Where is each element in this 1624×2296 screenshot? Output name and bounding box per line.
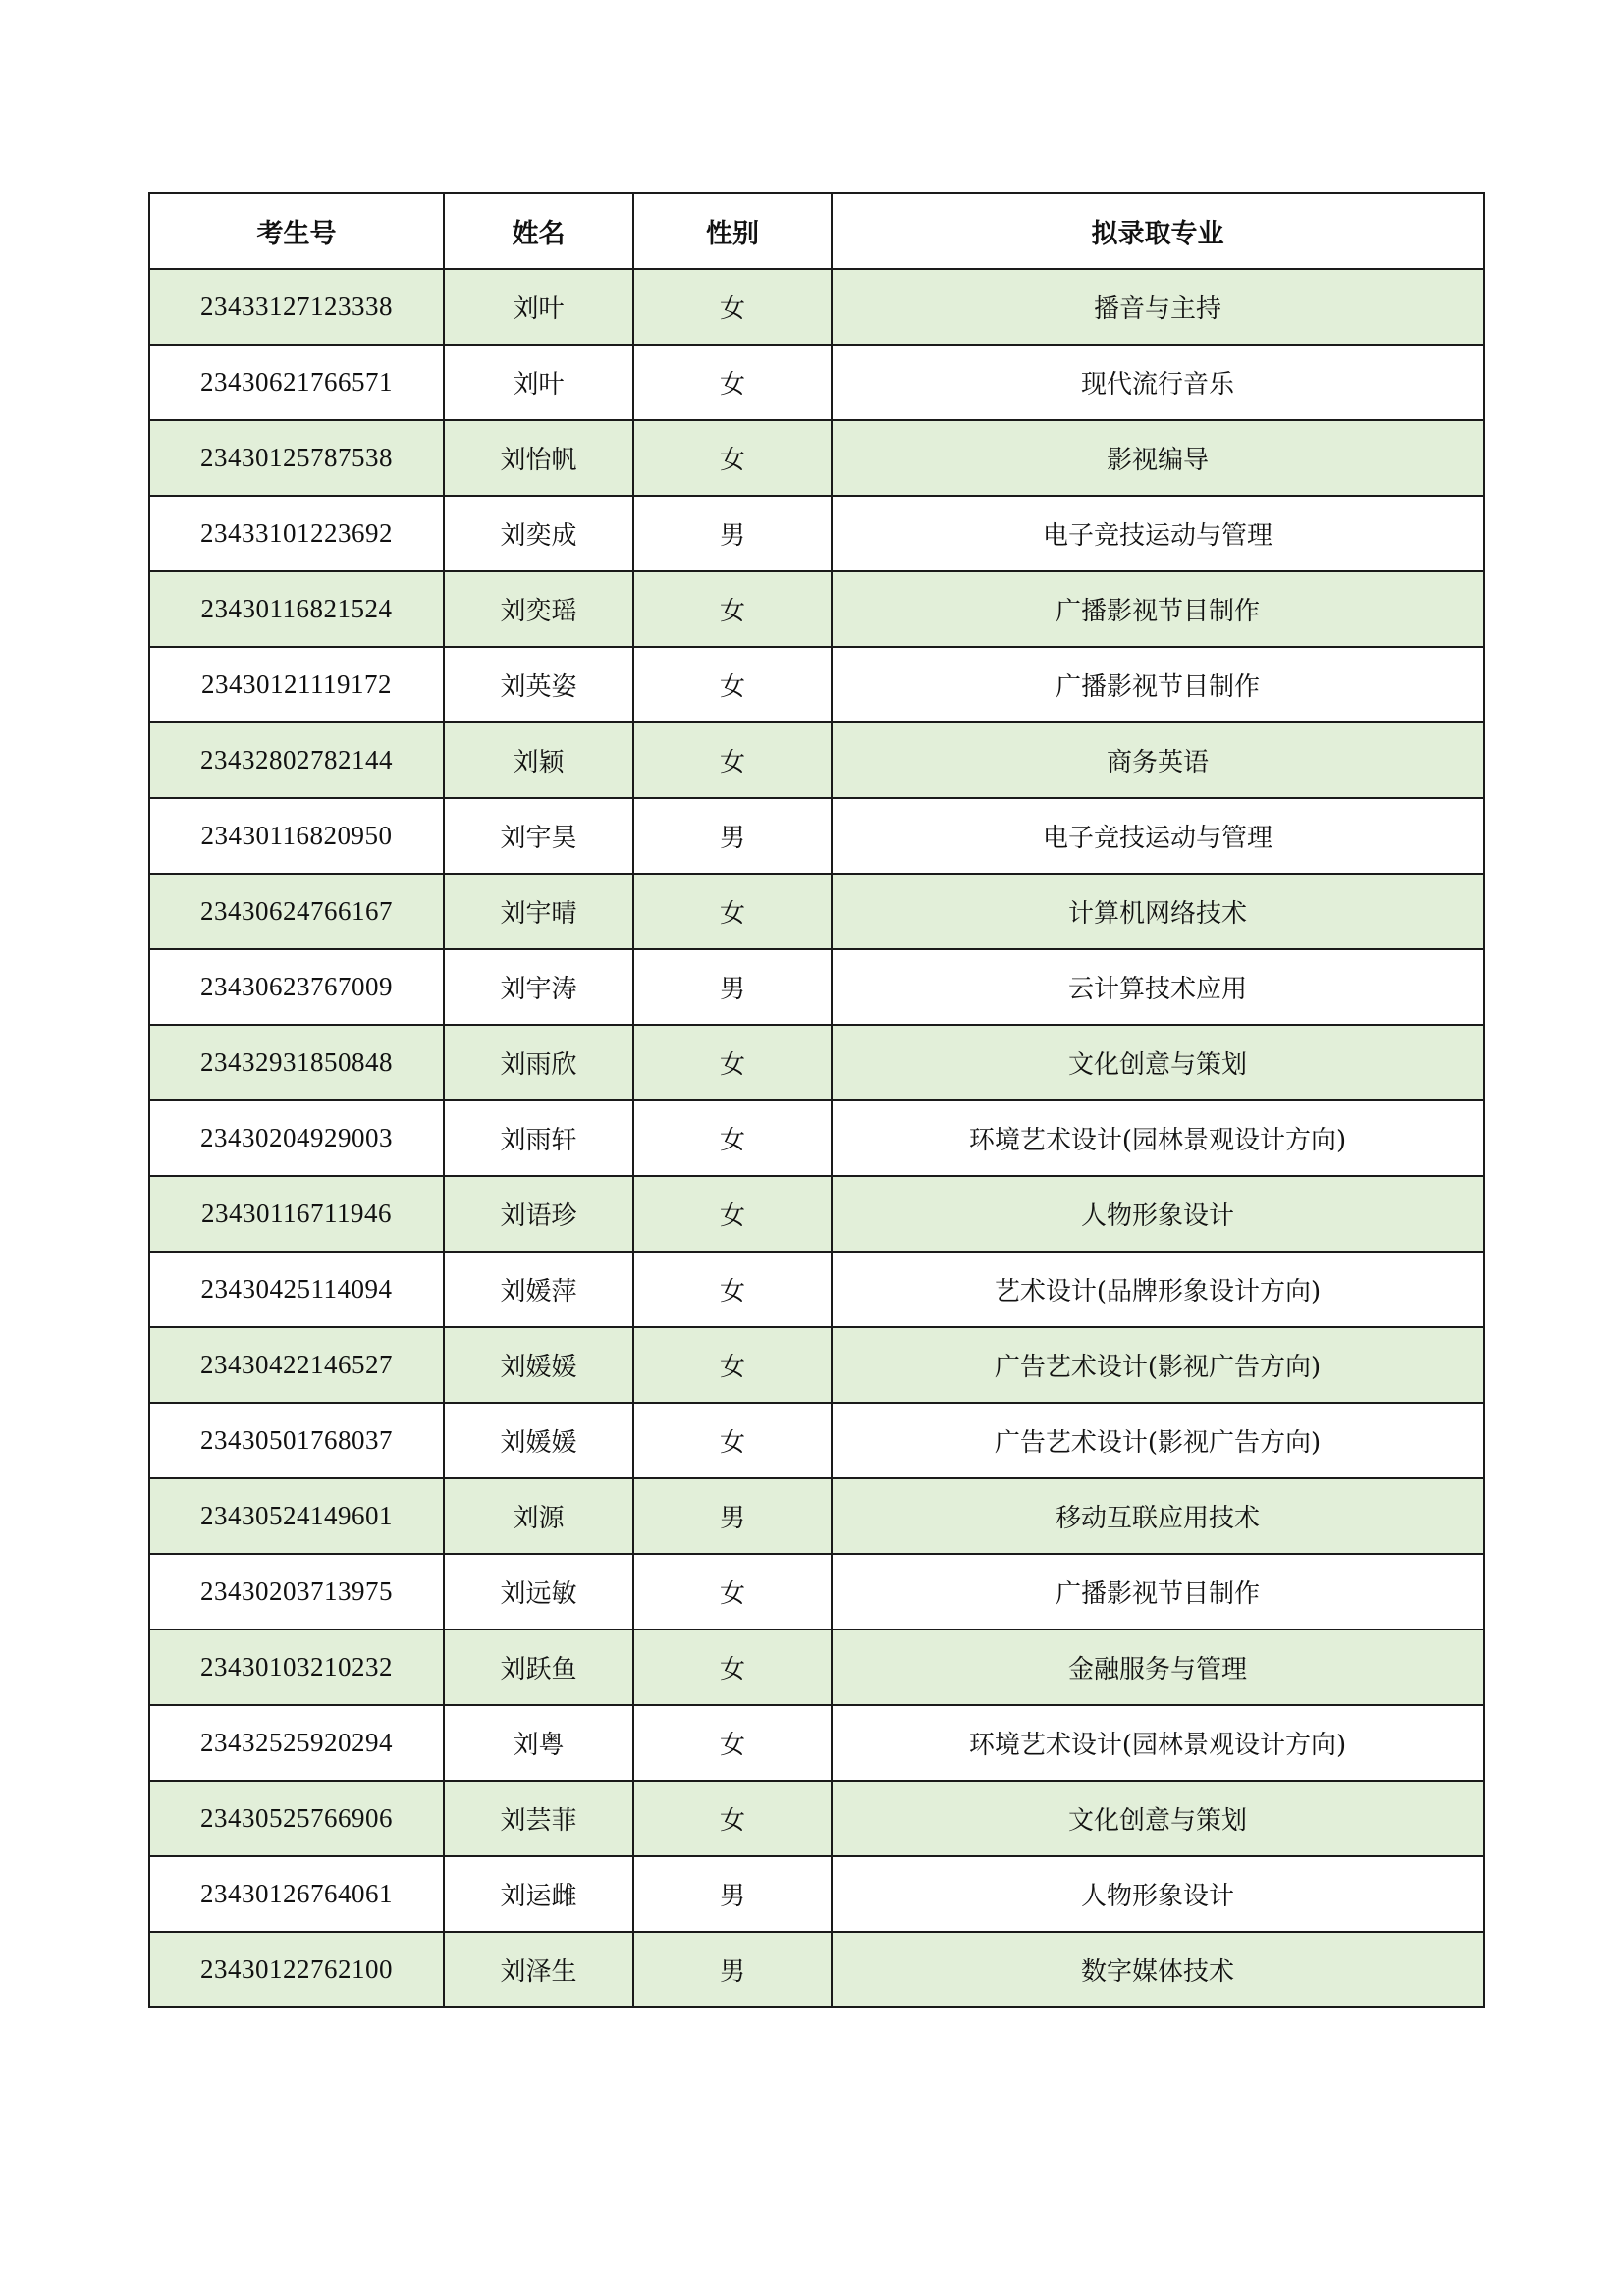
admission-table [148,192,1485,2008]
exam-number-cell: 23430422146527 [149,1327,444,1403]
gender-cell: 女 [633,420,832,496]
exam-number-cell: 23430624766167 [149,874,444,949]
exam-number-cell: 23430126764061 [149,1856,444,1932]
exam-number-cell: 23430501768037 [149,1403,444,1478]
major-cell: 商务英语 [832,722,1484,798]
major-cell: 广告艺术设计(影视广告方向) [832,1327,1484,1403]
exam-number-cell: 23430103210232 [149,1629,444,1705]
name-cell: 刘奕瑶 [444,571,633,647]
major-cell: 人物形象设计 [832,1176,1484,1252]
major-cell: 文化创意与策划 [832,1781,1484,1856]
name-cell: 刘宇涛 [444,949,633,1025]
exam-number-cell: 23430525766906 [149,1781,444,1856]
name-cell: 刘语珍 [444,1176,633,1252]
table-row [149,1176,1484,1252]
header-gender: 性别 [633,193,832,269]
name-cell: 刘运雌 [444,1856,633,1932]
gender-cell: 男 [633,1478,832,1554]
table-row [149,1252,1484,1327]
table-row [149,1478,1484,1554]
table-row [149,420,1484,496]
table-row [149,269,1484,345]
major-cell: 广播影视节目制作 [832,1554,1484,1629]
gender-cell: 女 [633,1176,832,1252]
name-cell: 刘粤 [444,1705,633,1781]
exam-number-cell: 23430425114094 [149,1252,444,1327]
gender-cell: 男 [633,1932,832,2007]
name-cell: 刘跃鱼 [444,1629,633,1705]
gender-cell: 男 [633,798,832,874]
table-row [149,1403,1484,1478]
table-row [149,1781,1484,1856]
exam-number-cell: 23430122762100 [149,1932,444,2007]
exam-number-cell: 23430623767009 [149,949,444,1025]
gender-cell: 男 [633,496,832,571]
table-row [149,571,1484,647]
major-cell: 播音与主持 [832,269,1484,345]
major-cell: 环境艺术设计(园林景观设计方向) [832,1100,1484,1176]
name-cell: 刘颖 [444,722,633,798]
name-cell: 刘叶 [444,345,633,420]
table-row [149,496,1484,571]
major-cell: 文化创意与策划 [832,1025,1484,1100]
table-row [149,647,1484,722]
major-cell: 金融服务与管理 [832,1629,1484,1705]
name-cell: 刘远敏 [444,1554,633,1629]
major-cell: 电子竞技运动与管理 [832,496,1484,571]
gender-cell: 女 [633,874,832,949]
name-cell: 刘叶 [444,269,633,345]
gender-cell: 男 [633,1856,832,1932]
table-row [149,798,1484,874]
name-cell: 刘雨欣 [444,1025,633,1100]
major-cell: 环境艺术设计(园林景观设计方向) [832,1705,1484,1781]
gender-cell: 女 [633,1025,832,1100]
name-cell: 刘源 [444,1478,633,1554]
major-cell: 云计算技术应用 [832,949,1484,1025]
table-row [149,1932,1484,2007]
header-exam-number: 考生号 [149,193,444,269]
major-cell: 人物形象设计 [832,1856,1484,1932]
name-cell: 刘英姿 [444,647,633,722]
gender-cell: 女 [633,1629,832,1705]
exam-number-cell: 23430125787538 [149,420,444,496]
name-cell: 刘媛萍 [444,1252,633,1327]
major-cell: 广播影视节目制作 [832,571,1484,647]
gender-cell: 女 [633,647,832,722]
name-cell: 刘宇晴 [444,874,633,949]
gender-cell: 女 [633,1554,832,1629]
table-row [149,1025,1484,1100]
table-row [149,1554,1484,1629]
gender-cell: 女 [633,345,832,420]
exam-number-cell: 23430524149601 [149,1478,444,1554]
gender-cell: 女 [633,1705,832,1781]
major-cell: 广告艺术设计(影视广告方向) [832,1403,1484,1478]
gender-cell: 女 [633,1100,832,1176]
major-cell: 数字媒体技术 [832,1932,1484,2007]
exam-number-cell: 23430204929003 [149,1100,444,1176]
table-row [149,949,1484,1025]
exam-number-cell: 23430116820950 [149,798,444,874]
exam-number-cell: 23433101223692 [149,496,444,571]
exam-number-cell: 23430116821524 [149,571,444,647]
table-row [149,345,1484,420]
name-cell: 刘怡帆 [444,420,633,496]
exam-number-cell: 23430121119172 [149,647,444,722]
header-major: 拟录取专业 [832,193,1484,269]
table-header-row [149,193,1484,269]
gender-cell: 女 [633,269,832,345]
gender-cell: 女 [633,722,832,798]
name-cell: 刘芸菲 [444,1781,633,1856]
exam-number-cell: 23430621766571 [149,345,444,420]
major-cell: 广播影视节目制作 [832,647,1484,722]
table-row [149,722,1484,798]
table-row [149,1705,1484,1781]
table-row [149,874,1484,949]
name-cell: 刘泽生 [444,1932,633,2007]
gender-cell: 男 [633,949,832,1025]
gender-cell: 女 [633,1252,832,1327]
major-cell: 计算机网络技术 [832,874,1484,949]
gender-cell: 女 [633,1327,832,1403]
exam-number-cell: 23432802782144 [149,722,444,798]
major-cell: 电子竞技运动与管理 [832,798,1484,874]
name-cell: 刘奕成 [444,496,633,571]
name-cell: 刘雨轩 [444,1100,633,1176]
exam-number-cell: 23430203713975 [149,1554,444,1629]
gender-cell: 女 [633,1403,832,1478]
major-cell: 影视编导 [832,420,1484,496]
table-row [149,1856,1484,1932]
gender-cell: 女 [633,571,832,647]
major-cell: 移动互联应用技术 [832,1478,1484,1554]
table-row [149,1629,1484,1705]
exam-number-cell: 23433127123338 [149,269,444,345]
name-cell: 刘媛媛 [444,1327,633,1403]
major-cell: 现代流行音乐 [832,345,1484,420]
table-row [149,1327,1484,1403]
exam-number-cell: 23432525920294 [149,1705,444,1781]
exam-number-cell: 23432931850848 [149,1025,444,1100]
exam-number-cell: 23430116711946 [149,1176,444,1252]
table-body [149,269,1484,2007]
major-cell: 艺术设计(品牌形象设计方向) [832,1252,1484,1327]
admission-list [148,192,1483,2008]
header-name: 姓名 [444,193,633,269]
table-row [149,1100,1484,1176]
name-cell: 刘媛媛 [444,1403,633,1478]
name-cell: 刘宇昊 [444,798,633,874]
gender-cell: 女 [633,1781,832,1856]
